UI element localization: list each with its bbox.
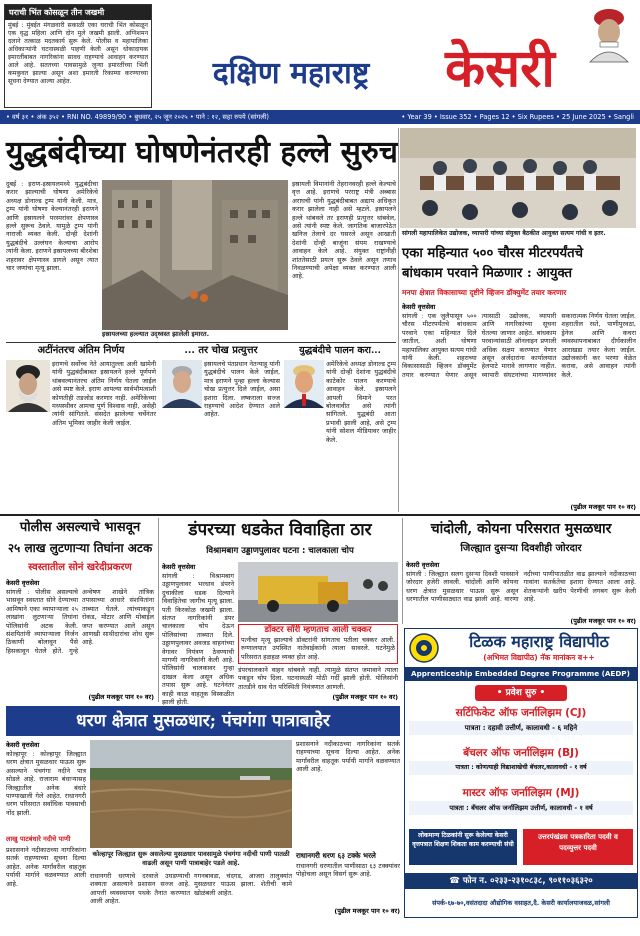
sub-story-text: इराणचे सर्वोच्च नेते आयातुल्ला अली खामेनी यांनी युद्धबंदीबाबत इस्रायलने हल्ले पूर्णपणे थांबवल्यानंतरच अंतिम निर्णय घेतला जाईल असे स्पष्ट केले. इराण आपल्या सार्वभौमत्वाशी कोणतीही तडजोड करणार नाही. अमेरिकेच्या मध्यस्थीवर आमचा पूर्ण विश्वास नाही, असेही त्यांनी सांगितले. संसदेत झालेल्या चर्चेनंतर अंतिम भूमिका जाहीर केली जाईल. [52, 360, 156, 427]
doctor-head: डॉक्टर सॉरी म्हणताच आली चक्कर [264, 625, 372, 635]
course-detail: पात्रता : कोणत्याही विद्याशाखेची बॅचलर,कालावधी - १ वर्ष [409, 761, 633, 775]
phone-number: ☎ फोन न. ०२३३-२३१०८३८, ९०११०३६३२० [449, 876, 593, 886]
fraud-subhead: स्वस्तातील सोनं खरेदीप्रकरण [28, 562, 132, 573]
dam-byline: केसरी वृत्तसेवा [6, 741, 40, 749]
accident-photo [238, 562, 398, 622]
rain-byline: केसरी वृत्तसेवा [406, 561, 440, 569]
corner-brief-title: घराची भिंत कोसळून तीन जखमी [5, 5, 151, 20]
sub-story-netanyahu [162, 344, 280, 462]
death-byline: केसरी वृत्तसेवा [162, 563, 196, 571]
course-cj [409, 705, 633, 743]
dam-highlight: लाखु पाटबंधारे नदीचे पाणी [6, 835, 71, 843]
lead-text-a: दुबई : इराण-इस्रायलमध्ये युद्धबंदीचा करार झाल्याची घोषणा अमेरिकेचे अध्यक्ष डोनाल्ड ट्रम्प यांनी केली. मात्र, ट्रम्प यांनी घोषणा केल्यानंतरही इराणने आणि इस्रायलने परस्परांवर क्षेपणास्त्र हल्ले सुरूच ठेवले. यामुळे ट्रम्प यांनी नाराजी व्यक्त केली. दोन्ही देशांनी युद्धबंदीचे उल्लंघन केल्याचा आरोप त्यांनी केला. इराणने इस्रायलच्या बीरशेबा शहरावर क्षेपणास्त्र डागले असून त्यात चार जणांचा मृत्यू झाला. [6, 180, 98, 273]
doctor-box [238, 624, 398, 664]
fraud-byline: केसरी वृत्तसेवा [6, 579, 40, 587]
dam-text-c: राधानगरी धरणाचे दरवाजे उघडण्याची शक्यता असल्याने प्रशासन सज्ज आहे. आपत्ती व्यवस्थापन पथके तैनात करण्यात आली आहेत. [90, 872, 190, 906]
fraud-headline-2: २५ लाख लुटणाऱ्या तिघांना अटक [7, 541, 153, 555]
rain-headline: चांदोली, कोयना परिसरात मुसळधार [430, 521, 612, 537]
commissioner-byline: केसरी वृत्तसेवा [402, 303, 436, 311]
masthead-title-left: दक्षिण महाराष्ट्र [212, 56, 370, 91]
aedp-program: Apprenticeship Embedded Degree Programme (AEDP) [405, 667, 637, 681]
commissioner-continued: (पुढील मजकूर पान १० वर) [570, 503, 636, 511]
lead-text-b: इस्रायली विमानांनी तेहरानवरही हल्ले केल्याचे वृत्त आहे. इराणचे परराष्ट्र मंत्री अब्बास अराघची यांनी युद्धबंदीबाबत अद्याप अधिकृत करार झालेला नाही असे म्हटले. इस्रायलने हल्ले थांबवले तर इराणही प्रत्युत्तर थांबवेल, असे त्यांनी स्पष्ट केले. जागतिक बाजारपेठेत खनिज तेलाचे दर घसरले असून आखाती देशांनी दोन्ही बाजूंना संयम राखण्याचे आवाहन केले आहे. संयुक्त राष्ट्रांनीही शांततेसाठी प्रयत्न सुरू ठेवले असून तणाव निवळण्याची अपेक्षा व्यक्त करण्यात आली आहे. [292, 180, 396, 281]
death-text-2: डंपरचालकाने वाहन थांबवले नाही. त्यामुळे संतप्त जमावाने त्याला पकडून चोप दिला. घटनास्थळी मोठी गर्दी झाली होती. पोलिसांनी तातडीने धाव घेत परिस्थिती नियंत्रणात आणली. [238, 666, 398, 691]
tilak-portrait-icon [584, 6, 634, 62]
university-ad [404, 628, 638, 918]
sub-story-text: इस्रायलचे पंतप्रधान नेतन्याहू यांनी युद्धबंदीचे पालन केले जाईल, मात्र इराणने पुन्हा हल्ला केल्यास चोख प्रत्युत्तर दिले जाईल, असा इशारा दिला. लष्कराला सज्ज राहण्याचे आदेश देण्यात आले आहेत. [204, 360, 280, 419]
rain-continued: (पुढील मजकूर पान १० वर) [570, 617, 636, 625]
rain-subhead: जिल्ह्यात दुसऱ्या दिवशीही जोरदार [460, 543, 582, 554]
commissioner-text: सांगली : एक जुलैपासून ५०० चौरस मीटरपर्यंतचे बांधकाम परवाने एका महिन्यात दिले जातील, अशी घोषणा महापालिका आयुक्त सत्यम गांधी यांनी केली. शहराच्या विकासासाठी व्हिजन डॉक्युमेंट तयार करण्यात येणार असून त्यासाठी उद्योजक, व्यापारी आणि नागरिकांच्या सूचना घेतल्या जाणार आहेत. बांधकाम परवान्यांसाठी ऑनलाइन प्रणाली अधिक सक्षम करण्यात येणार असून अर्जदारांना कार्यालयात हेलपाटे मारावे लागणार नाहीत. व्यापारी संघटनांच्या मागण्यांवर सकारात्मक निर्णय घेतला जाईल. शहरातील रस्ते, पाणीपुरवठा, ड्रेनेज आणि कचरा व्यवस्थापनाबाबत दीर्घकालीन आराखडा तयार केला जाईल. उद्योजकांनी कर भरणा वेळेत करावा, असे आवाहन त्यांनी केले. [402, 312, 636, 379]
khamenei-portrait [6, 360, 50, 412]
meeting-photo [400, 128, 636, 228]
university-title: टिळक महाराष्ट्र विद्यापीठ [469, 632, 609, 651]
masthead-info-right: • Year 39 • Issue 352 • Pages 12 • Six Rupees • 25 June 2025 • Sangli [401, 113, 634, 121]
dam-water-head: राधानगरी धरण ६३ टक्के भरले [296, 851, 376, 860]
sub-story-khamenei [6, 344, 156, 462]
course-detail: पात्रता : दहावी उत्तीर्ण, कालावधी - ६ महिने [409, 721, 633, 735]
rain-text: सांगली : जिल्ह्यात सलग दुसऱ्या दिवशी पावसाने जोरदार हजेरी लावली. चांदोली आणि कोयना धरण क्षेत्रात मुसळधार पाऊस सुरू असून धरणातील पाणीसाठ्यात वाढ झाली आहे. वारणा नदीच्या पाणीपातळीत वाढ झाल्याने नदीकाठच्या गावांना सतर्कतेचा इशारा देण्यात आला आहे. शेतकऱ्यांनी खरीप पेरणीची लगबग सुरू केली आहे. [406, 570, 636, 604]
ad-tag-left: लोकमान्य टिळकांनी सुरू केलेल्या केसरी वृत्तपत्रात शिक्षण शिकता काम करण्याची संधी [409, 829, 517, 865]
dam-text-d: गगनबावडा, चंदगड, आजरा तालुक्यांत मुसळधार पाऊस झाला. शेतीची कामे खोळंबली आहेत. [194, 872, 292, 897]
flood-photo [90, 740, 292, 848]
sub-story-heading: युद्धबंदीचे पालन करा... [299, 345, 381, 356]
course-name: मास्टर ऑफ जर्नालिझम (MJ) [462, 787, 580, 799]
lead-photo [102, 180, 288, 330]
dam-headline: धरण क्षेत्रात मुसळधार; पंचगंगा पात्राबाहेर [76, 711, 330, 731]
fraud-headline-1: पोलीस असल्याचे भासवून [19, 520, 141, 535]
masthead-info-left: • वर्ष ३१ • अंक ३५२ • RNI NO. 49899/90 • बुधवार, २५ जून २०२५ • पाने : १२, सहा रुपये (सांगली) [6, 113, 269, 121]
death-headline: डंपरच्या धडकेत विवाहिता ठार [188, 520, 372, 540]
death-subhead: विश्रामबाग उड्डाणपुलावर घटना : चालकाला चोप [206, 546, 354, 556]
dam-water-text: राधानगरी धरणातील पाणीसाठा ६३ टक्क्यांवर पोहोचला असून विसर्ग सुरू आहे. [296, 862, 400, 879]
lead-photo-caption: इस्रायलच्या हल्ल्यात उद्ध्वस्त झालेली इमारत. [102, 330, 210, 338]
dam-continued: (पुढील मजकूर पान १० वर) [334, 907, 400, 915]
course-mj [409, 785, 633, 823]
ad-address: संपर्क-६७-७०,वसंतदादा औद्योगिक वसाहत,दै. केसरी कार्यालयाजवळ,सांगली [432, 899, 610, 907]
sub-story-trump [284, 344, 396, 462]
course-name: बॅचलर ऑफ जर्नालिझम (BJ) [463, 747, 579, 759]
commissioner-headline-2: बांधकाम परवाने मिळणार : आयुक्त [402, 266, 573, 281]
flood-photo-caption: कोल्हापूर जिल्ह्यात सुरू असलेल्या मुसळधार पावसामुळे पंचगंगा नदीची पाणी पातळी वाढली असून पाणी पात्राबाहेर पडले आहे. [92, 850, 290, 867]
course-detail: पात्रता : बॅचलर ऑफ जर्नालिझम उत्तीर्ण, कालावधी - १ वर्ष [409, 801, 633, 815]
ad-phone [405, 873, 637, 889]
dam-text-right: प्रशासनाने नदीकाठच्या नागरिकांना सतर्क राहण्याच्या सूचना दिल्या आहेत. अनेक मार्गांवरील वाहतूक पर्यायी मार्गाने वळवण्यात आली आहे. [296, 740, 400, 774]
university-emblem-icon [409, 633, 439, 663]
course-bj [409, 745, 633, 783]
dam-headline-bar [6, 706, 400, 736]
sub-story-heading: अटींनंतरच अंतिम निर्णय [37, 345, 125, 356]
ad-tag-right: उत्तरपंखंडस पत्रकारिता पदवी व पदव्युत्तर पदवी [523, 829, 633, 865]
masthead-info-bar [0, 110, 640, 124]
corner-brief-text: मुंबई : मुंबईत मंगळवारी सकाळी एका घराची भिंत कोसळून एक वृद्ध महिला आणि दोन मुले जखमी झाली. अग्निशमन दलाने तत्काळ मदतकार्य सुरू केले. पोलीस व महापालिका अधिकाऱ्यांनी घटनास्थळी पाहणी केली असून धोकादायक इमारतींबाबत नागरिकांना सावध राहण्याचे आवाहन करण्यात आले आहे. सततच्या पावसामुळे जुन्या इमारतींच्या भिंती कमकुवत झाल्या असून अशा इमारती रिकाम्या करण्याच्या सूचना देण्यात आल्या आहेत. [8, 22, 148, 85]
dam-text-b: प्रशासनाने नदीकाठच्या नागरिकांना सतर्क राहण्याच्या सूचना दिल्या आहेत. अनेक मार्गांवरील वाहतूक पर्यायी मार्गाने वळवण्यात आली आहे. [6, 846, 86, 888]
doctor-text: पत्नीचा मृत्यू झाल्याचे डॉक्टरांनी सांगताच पतीला चक्कर आली. रुग्णालयात उपस्थित नातेवाईकांनी त्याला सावरले. घटनेमुळे परिसरात हळहळ व्यक्त होत आहे. [241, 636, 395, 661]
death-continued: (पुढील मजकूर पान १० वर) [332, 693, 398, 701]
dam-text-a: कोल्हापूर : कोल्हापूर जिल्ह्यात धरण क्षेत्रात मुसळधार पाऊस सुरू असल्याने पंचगंगा नदीने पात्र सोडले आहे. राजाराम बंधाऱ्यासह जिल्ह्यातील अनेक बंधारे पाण्याखाली गेले आहेत. राधानगरी धरण परिसरात सर्वाधिक पावसाची नोंद झाली. [6, 750, 86, 817]
meeting-photo-caption: सांगली महापालिकेत उद्योजक, व्यापारी यांच्या संयुक्त बैठकीत आयुक्त सत्यम गांधी व इतर. [402, 230, 606, 237]
death-text: सांगली : विश्रामबाग उड्डाणपुलावर भरधाव डंपरने दुचाकीला धडक दिल्याने विवाहितेचा जागीच मृत्यू झाला. पती किरकोळ जखमी झाला. संतप्त नागरिकांनी डंपर चालकाला चोप देऊन पोलिसांच्या ताब्यात दिले. उड्डाणपुलावर अवजड वाहनांच्या वेगावर नियंत्रण ठेवण्याची मागणी नागरिकांनी केली आहे. पोलिसांनी चालकावर गुन्हा दाखल केला असून अधिक तपास सुरू आहे. घटनेनंतर काही काळ वाहतूक विस्कळीत झाली होती. [162, 572, 234, 707]
course-name: सर्टिफिकेट ऑफ जर्नालिझम (CJ) [455, 707, 587, 719]
fraud-text: सांगली : पोलीस असल्याचे भासवून स्वस्तात सोने देण्याच्या आमिषाने एका व्यापाऱ्याला २५ लाखांना लुटणाऱ्या तिघांना पोलिसांनी अटक केली. संशयितांनी व्यापाऱ्याला निर्जन ठिकाणी बोलावून पैसे हिसकावून घेतले होते. गुन्हे अन्वेषण शाखेने तांत्रिक तपासाच्या आधारे संशयितांना ताब्यात घेतले. त्यांच्याकडून रोकड, मोटार आणि मोबाईल जप्त करण्यात आले असून आणखी साथीदारांचा शोध सुरू आहे. [6, 588, 154, 655]
trump-portrait [284, 360, 324, 408]
fraud-continued: (पुढील मजकूर पान १० वर) [88, 693, 154, 701]
admission-open: • प्रवेश सुरु • [475, 685, 567, 701]
sub-story-heading: ... तर चोख प्रत्युत्तर [184, 345, 258, 356]
netanyahu-portrait [162, 360, 202, 408]
university-subtitle: (अभिमत विद्यापीठ) नॅक मानांकन ब++ [483, 653, 595, 662]
sub-story-text: अमेरिकेचे अध्यक्ष डोनाल्ड ट्रम्प यांनी दोन्ही देशांना युद्धबंदीचे काटेकोर पालन करण्याचे आवाहन केले. इस्रायलने आपली विमाने परत बोलवावीत असे त्यांनी सांगितले. युद्धबंदी आता प्रभावी झाली आहे, असे ट्रम्प यांनी सोशल मीडियावर जाहीर केले. [326, 360, 396, 444]
commissioner-subhead: मनपा क्षेत्रात विकासाच्या दृष्टीने व्हिजन डॉक्युमेंट तयार करणार [402, 288, 567, 297]
masthead-title-right: केसरी [445, 39, 555, 99]
lead-headline: युद्धबंदीच्या घोषणेनंतरही हल्ले सुरुच [6, 135, 398, 170]
corner-brief [4, 4, 152, 108]
commissioner-headline-1: एका महिन्यात ५०० चौरस मीटरपर्यंतचे [402, 246, 584, 261]
